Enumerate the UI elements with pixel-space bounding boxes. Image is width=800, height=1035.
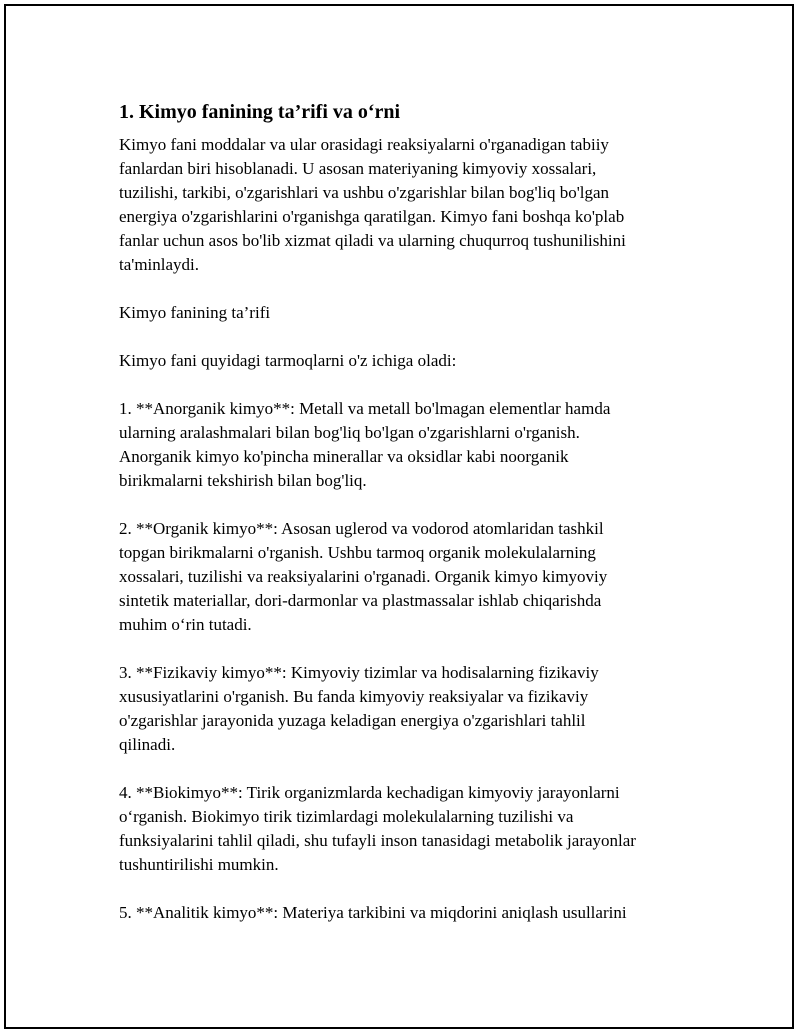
page-frame — [4, 4, 794, 1029]
branch-analytical: 5. **Analitik kimyo**: Materiya tarkibini va miqdorini aniqlash usullarini — [119, 903, 627, 922]
intro-paragraph: Kimyo fani moddalar va ular orasidagi reaksiyalarni o'rganadigan tabiiy fanlardan biri hisoblanadi. U asosan materiyaning kimyoviy xossalari, tuzilishi, tarkibi, o'zgarishlari va ushbu o'zgarishlar bilan bog'liq bo'lgan energiya o'zgarishlarini o'rganishga qaratilgan. Kimyo fani boshqa ko'plab fanlar uchun asos bo'lib xizmat qiladi va ularning chuqurroq tushunilishini ta'minlaydi. — [119, 135, 626, 274]
branch-physical: 3. **Fizikaviy kimyo**: Kimyoviy tizimlar va hodisalarning fizikaviy xususiyatlarini o'rganish. Bu fanda kimyoviy reaksiyalar va fizikaviy o'zgarishlar jarayonida yuzaga keladigan energiya o'zgarishlari tahlil qilinadi. — [119, 663, 599, 754]
branch-organic: 2. **Organik kimyo**: Asosan uglerod va vodorod atomlaridan tashkil topgan birikmalarni o'rganish. Ushbu tarmoq organik molekulalarning xossalari, tuzilishi va reaksiyalarini o'rganadi. Organik kimyo kimyoviy sintetik materiallar, dori-darmonlar va plastmassalar ishlab chiqarishda muhim o‘rin tutadi. — [119, 519, 608, 634]
section-heading: 1. Kimyo fanining ta’rifi va o‘rni — [119, 101, 401, 123]
branches-intro: Kimyo fani quyidagi tarmoqlarni o'z ichiga oladi: — [119, 351, 457, 370]
branch-inorganic: 1. **Anorganik kimyo**: Metall va metall bo'lmagan elementlar hamda ularning aralashmalari bilan bog'liq bo'lgan o'zgarishlarni o'rganish. Anorganik kimyo ko'pincha minerallar va oksidlar kabi noorganik birikmalarni tekshirish bilan bog'liq. — [119, 399, 611, 490]
definition-label: Kimyo fanining ta’rifi — [119, 303, 271, 322]
document-body — [119, 99, 699, 949]
branch-biochemistry: 4. **Biokimyo**: Tirik organizmlarda kechadigan kimyoviy jarayonlarni o‘rganish. Biokimyo tirik tizimlardagi molekulalarning tuzilishi va funksiyalarini tahlil qiladi, shu tufayli inson tanasidagi metabolik jarayonlar tushuntirilishi mumkin. — [119, 783, 636, 874]
